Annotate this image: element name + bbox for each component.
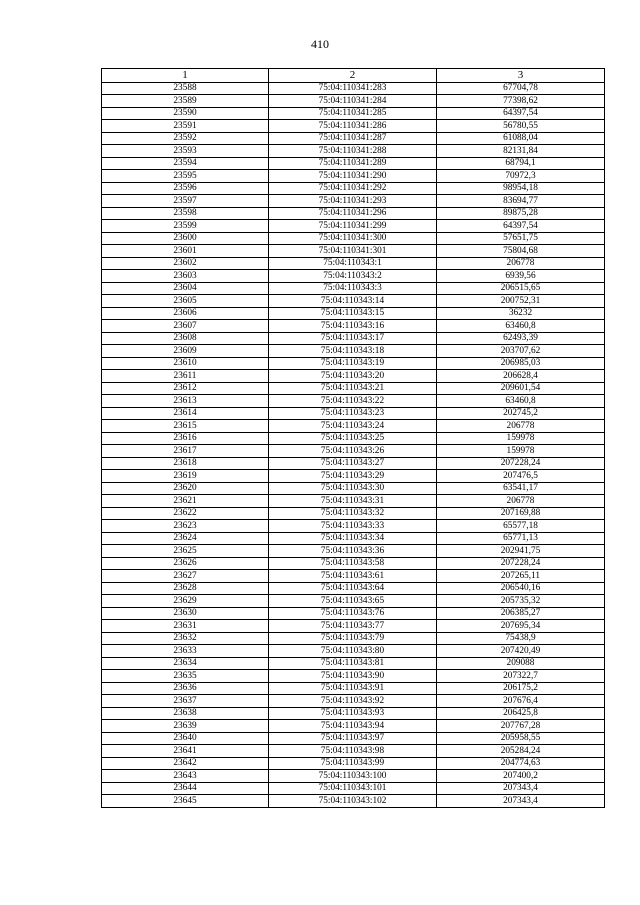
- cadastral-number-cell: 75:04:110343:17: [269, 332, 437, 345]
- table-body: [102, 82, 605, 807]
- row-number-cell: 23615: [102, 420, 269, 433]
- row-number-cell: 23628: [102, 582, 269, 595]
- row-number-cell: 23611: [102, 370, 269, 383]
- cadastral-number-cell: 75:04:110341:301: [269, 245, 437, 258]
- row-number-cell: 23595: [102, 170, 269, 183]
- row-number-cell: 23596: [102, 182, 269, 195]
- value-cell: 205735,32: [437, 595, 605, 608]
- value-cell: 70972,3: [437, 170, 605, 183]
- page-number: 410: [311, 37, 329, 51]
- value-cell: 207169,88: [437, 507, 605, 520]
- value-cell: 75438,9: [437, 632, 605, 645]
- table-row: [102, 445, 605, 458]
- table-row: [102, 82, 605, 95]
- value-cell: 65577,18: [437, 520, 605, 533]
- row-number-cell: 23640: [102, 732, 269, 745]
- row-number-cell: 23627: [102, 570, 269, 583]
- table-row: [102, 470, 605, 483]
- table-row: [102, 120, 605, 133]
- table-row: [102, 157, 605, 170]
- row-number-cell: 23637: [102, 695, 269, 708]
- cadastral-number-cell: 75:04:110343:1: [269, 257, 437, 270]
- row-number-cell: 23625: [102, 545, 269, 558]
- table-row: [102, 732, 605, 745]
- row-number-cell: 23612: [102, 382, 269, 395]
- cadastral-number-cell: 75:04:110343:65: [269, 595, 437, 608]
- value-cell: 159978: [437, 432, 605, 445]
- row-number-cell: 23603: [102, 270, 269, 283]
- row-number-cell: 23593: [102, 145, 269, 158]
- row-number-cell: 23606: [102, 307, 269, 320]
- table-row: [102, 707, 605, 720]
- value-cell: 209601,54: [437, 382, 605, 395]
- row-number-cell: 23629: [102, 595, 269, 608]
- value-cell: 65771,13: [437, 532, 605, 545]
- cadastral-number-cell: 75:04:110343:30: [269, 482, 437, 495]
- table-row: [102, 720, 605, 733]
- table-row: [102, 245, 605, 258]
- row-number-cell: 23616: [102, 432, 269, 445]
- row-number-cell: 23644: [102, 782, 269, 795]
- row-number-cell: 23602: [102, 257, 269, 270]
- cadastral-number-cell: 75:04:110343:3: [269, 282, 437, 295]
- value-cell: 83694,77: [437, 195, 605, 208]
- value-cell: 207228,24: [437, 557, 605, 570]
- table-row: [102, 582, 605, 595]
- row-number-cell: 23608: [102, 332, 269, 345]
- table-row: [102, 420, 605, 433]
- table-row: [102, 695, 605, 708]
- value-cell: 206425,8: [437, 707, 605, 720]
- value-cell: 64397,54: [437, 220, 605, 233]
- table-row: [102, 195, 605, 208]
- cadastral-number-cell: 75:04:110343:26: [269, 445, 437, 458]
- table-row: [102, 220, 605, 233]
- value-cell: 207400,2: [437, 770, 605, 783]
- table-row: [102, 620, 605, 633]
- row-number-cell: 23597: [102, 195, 269, 208]
- value-cell: 206985,03: [437, 357, 605, 370]
- row-number-cell: 23618: [102, 457, 269, 470]
- row-number-cell: 23632: [102, 632, 269, 645]
- value-cell: 56780,55: [437, 120, 605, 133]
- table-row: [102, 257, 605, 270]
- table-row: [102, 170, 605, 183]
- table-row: [102, 645, 605, 658]
- row-number-cell: 23598: [102, 207, 269, 220]
- row-number-cell: 23613: [102, 395, 269, 408]
- value-cell: 206628,4: [437, 370, 605, 383]
- column-header-1: 1: [102, 69, 269, 83]
- value-cell: 205284,24: [437, 745, 605, 758]
- cadastral-number-cell: 75:04:110343:33: [269, 520, 437, 533]
- value-cell: 207343,4: [437, 795, 605, 808]
- cadastral-number-cell: 75:04:110343:90: [269, 670, 437, 683]
- value-cell: 82131,84: [437, 145, 605, 158]
- row-number-cell: 23626: [102, 557, 269, 570]
- table-row: [102, 557, 605, 570]
- cadastral-number-cell: 75:04:110343:18: [269, 345, 437, 358]
- row-number-cell: 23643: [102, 770, 269, 783]
- table-row: [102, 770, 605, 783]
- row-number-cell: 23620: [102, 482, 269, 495]
- row-number-cell: 23630: [102, 607, 269, 620]
- value-cell: 207322,7: [437, 670, 605, 683]
- table-row: [102, 270, 605, 283]
- table-row: [102, 570, 605, 583]
- cadastral-number-cell: 75:04:110343:101: [269, 782, 437, 795]
- cadastral-number-cell: 75:04:110343:64: [269, 582, 437, 595]
- table-row: [102, 207, 605, 220]
- cadastral-number-cell: 75:04:110343:29: [269, 470, 437, 483]
- value-cell: 36232: [437, 307, 605, 320]
- value-cell: 203707,62: [437, 345, 605, 358]
- table-row: [102, 232, 605, 245]
- row-number-cell: 23634: [102, 657, 269, 670]
- cadastral-number-cell: 75:04:110343:24: [269, 420, 437, 433]
- value-cell: 67704,78: [437, 82, 605, 95]
- cadastral-number-cell: 75:04:110343:102: [269, 795, 437, 808]
- table-row: [102, 532, 605, 545]
- cadastral-number-cell: 75:04:110343:22: [269, 395, 437, 408]
- table-row: [102, 745, 605, 758]
- table-row: [102, 632, 605, 645]
- cadastral-number-cell: 75:04:110343:94: [269, 720, 437, 733]
- cadastral-number-cell: 75:04:110343:32: [269, 507, 437, 520]
- table-row: [102, 795, 605, 808]
- value-cell: 207767,28: [437, 720, 605, 733]
- value-cell: 63460,8: [437, 320, 605, 333]
- row-number-cell: 23601: [102, 245, 269, 258]
- value-cell: 68794,1: [437, 157, 605, 170]
- value-cell: 202745,2: [437, 407, 605, 420]
- value-cell: 63460,8: [437, 395, 605, 408]
- cadastral-number-cell: 75:04:110341:296: [269, 207, 437, 220]
- cadastral-number-cell: 75:04:110341:283: [269, 82, 437, 95]
- table-row: [102, 657, 605, 670]
- cadastral-number-cell: 75:04:110343:92: [269, 695, 437, 708]
- cadastral-number-cell: 75:04:110343:23: [269, 407, 437, 420]
- table-row: [102, 132, 605, 145]
- table-header-row: [102, 69, 605, 83]
- table-row: [102, 332, 605, 345]
- cadastral-number-cell: 75:04:110343:36: [269, 545, 437, 558]
- row-number-cell: 23631: [102, 620, 269, 633]
- row-number-cell: 23610: [102, 357, 269, 370]
- table-row: [102, 282, 605, 295]
- cadastral-number-cell: 75:04:110343:77: [269, 620, 437, 633]
- table-row: [102, 545, 605, 558]
- value-cell: 200752,31: [437, 295, 605, 308]
- value-cell: 62493,39: [437, 332, 605, 345]
- column-header-2: 2: [269, 69, 437, 83]
- table-row: [102, 145, 605, 158]
- table-row: [102, 345, 605, 358]
- row-number-cell: 23636: [102, 682, 269, 695]
- cadastral-number-cell: 75:04:110343:34: [269, 532, 437, 545]
- cadastral-number-cell: 75:04:110343:97: [269, 732, 437, 745]
- row-number-cell: 23638: [102, 707, 269, 720]
- row-number-cell: 23641: [102, 745, 269, 758]
- value-cell: 207695,34: [437, 620, 605, 633]
- row-number-cell: 23639: [102, 720, 269, 733]
- row-number-cell: 23591: [102, 120, 269, 133]
- table-row: [102, 307, 605, 320]
- row-number-cell: 23590: [102, 107, 269, 120]
- table-row: [102, 182, 605, 195]
- value-cell: 63541,17: [437, 482, 605, 495]
- value-cell: 207343,4: [437, 782, 605, 795]
- table-row: [102, 295, 605, 308]
- row-number-cell: 23609: [102, 345, 269, 358]
- value-cell: 89875,28: [437, 207, 605, 220]
- table-row: [102, 407, 605, 420]
- cadastral-number-cell: 75:04:110343:91: [269, 682, 437, 695]
- row-number-cell: 23642: [102, 757, 269, 770]
- table-row: [102, 682, 605, 695]
- value-cell: 206778: [437, 495, 605, 508]
- table-row: [102, 107, 605, 120]
- table-row: [102, 757, 605, 770]
- table-row: [102, 457, 605, 470]
- table-row: [102, 395, 605, 408]
- table-row: [102, 357, 605, 370]
- cadastral-number-cell: 75:04:110343:25: [269, 432, 437, 445]
- cadastral-number-cell: 75:04:110341:290: [269, 170, 437, 183]
- cadastral-number-cell: 75:04:110343:81: [269, 657, 437, 670]
- value-cell: 57651,75: [437, 232, 605, 245]
- row-number-cell: 23604: [102, 282, 269, 295]
- row-number-cell: 23592: [102, 132, 269, 145]
- cadastral-number-cell: 75:04:110343:16: [269, 320, 437, 333]
- cadastral-number-cell: 75:04:110343:31: [269, 495, 437, 508]
- cadastral-number-cell: 75:04:110341:284: [269, 95, 437, 108]
- row-number-cell: 23589: [102, 95, 269, 108]
- cadastral-number-cell: 75:04:110341:300: [269, 232, 437, 245]
- row-number-cell: 23600: [102, 232, 269, 245]
- cadastral-number-cell: 75:04:110343:2: [269, 270, 437, 283]
- row-number-cell: 23623: [102, 520, 269, 533]
- cadastral-number-cell: 75:04:110343:80: [269, 645, 437, 658]
- row-number-cell: 23588: [102, 82, 269, 95]
- value-cell: 206540,16: [437, 582, 605, 595]
- value-cell: 207476,5: [437, 470, 605, 483]
- row-number-cell: 23617: [102, 445, 269, 458]
- value-cell: 159978: [437, 445, 605, 458]
- row-number-cell: 23635: [102, 670, 269, 683]
- data-table: [101, 68, 605, 808]
- value-cell: 206385,27: [437, 607, 605, 620]
- table-row: [102, 382, 605, 395]
- cadastral-number-cell: 75:04:110343:79: [269, 632, 437, 645]
- cadastral-number-cell: 75:04:110343:93: [269, 707, 437, 720]
- value-cell: 61088,04: [437, 132, 605, 145]
- value-cell: 206175,2: [437, 682, 605, 695]
- cadastral-number-cell: 75:04:110343:27: [269, 457, 437, 470]
- value-cell: 209088: [437, 657, 605, 670]
- row-number-cell: 23645: [102, 795, 269, 808]
- table-row: [102, 320, 605, 333]
- cadastral-number-cell: 75:04:110343:15: [269, 307, 437, 320]
- cadastral-number-cell: 75:04:110343:61: [269, 570, 437, 583]
- table-row: [102, 670, 605, 683]
- value-cell: 204774,63: [437, 757, 605, 770]
- cadastral-number-cell: 75:04:110343:14: [269, 295, 437, 308]
- value-cell: 77398,62: [437, 95, 605, 108]
- table-row: [102, 782, 605, 795]
- value-cell: 206778: [437, 420, 605, 433]
- cadastral-number-cell: 75:04:110343:99: [269, 757, 437, 770]
- row-number-cell: 23624: [102, 532, 269, 545]
- cadastral-number-cell: 75:04:110341:289: [269, 157, 437, 170]
- value-cell: 207420,49: [437, 645, 605, 658]
- cadastral-number-cell: 75:04:110343:76: [269, 607, 437, 620]
- cadastral-number-cell: 75:04:110343:21: [269, 382, 437, 395]
- cadastral-number-cell: 75:04:110341:288: [269, 145, 437, 158]
- value-cell: 75804,68: [437, 245, 605, 258]
- row-number-cell: 23622: [102, 507, 269, 520]
- value-cell: 202941,75: [437, 545, 605, 558]
- row-number-cell: 23607: [102, 320, 269, 333]
- cadastral-number-cell: 75:04:110343:100: [269, 770, 437, 783]
- cadastral-number-cell: 75:04:110341:292: [269, 182, 437, 195]
- row-number-cell: 23594: [102, 157, 269, 170]
- value-cell: 205958,55: [437, 732, 605, 745]
- row-number-cell: 23614: [102, 407, 269, 420]
- table-row: [102, 370, 605, 383]
- value-cell: 206515,65: [437, 282, 605, 295]
- table-row: [102, 507, 605, 520]
- table-row: [102, 482, 605, 495]
- table-row: [102, 607, 605, 620]
- table-row: [102, 432, 605, 445]
- value-cell: 206778: [437, 257, 605, 270]
- row-number-cell: 23619: [102, 470, 269, 483]
- value-cell: 6939,56: [437, 270, 605, 283]
- row-number-cell: 23605: [102, 295, 269, 308]
- value-cell: 64397,54: [437, 107, 605, 120]
- cadastral-number-cell: 75:04:110343:20: [269, 370, 437, 383]
- cadastral-number-cell: 75:04:110341:299: [269, 220, 437, 233]
- table-row: [102, 520, 605, 533]
- cadastral-number-cell: 75:04:110341:293: [269, 195, 437, 208]
- cadastral-number-cell: 75:04:110343:19: [269, 357, 437, 370]
- cadastral-number-cell: 75:04:110343:58: [269, 557, 437, 570]
- column-header-3: 3: [437, 69, 605, 83]
- value-cell: 207265,11: [437, 570, 605, 583]
- cadastral-number-cell: 75:04:110341:287: [269, 132, 437, 145]
- cadastral-number-cell: 75:04:110341:285: [269, 107, 437, 120]
- row-number-cell: 23621: [102, 495, 269, 508]
- cadastral-number-cell: 75:04:110341:286: [269, 120, 437, 133]
- value-cell: 207676,4: [437, 695, 605, 708]
- value-cell: 98954,18: [437, 182, 605, 195]
- value-cell: 207228,24: [437, 457, 605, 470]
- table-row: [102, 495, 605, 508]
- cadastral-number-cell: 75:04:110343:98: [269, 745, 437, 758]
- table-row: [102, 595, 605, 608]
- table-row: [102, 95, 605, 108]
- row-number-cell: 23633: [102, 645, 269, 658]
- row-number-cell: 23599: [102, 220, 269, 233]
